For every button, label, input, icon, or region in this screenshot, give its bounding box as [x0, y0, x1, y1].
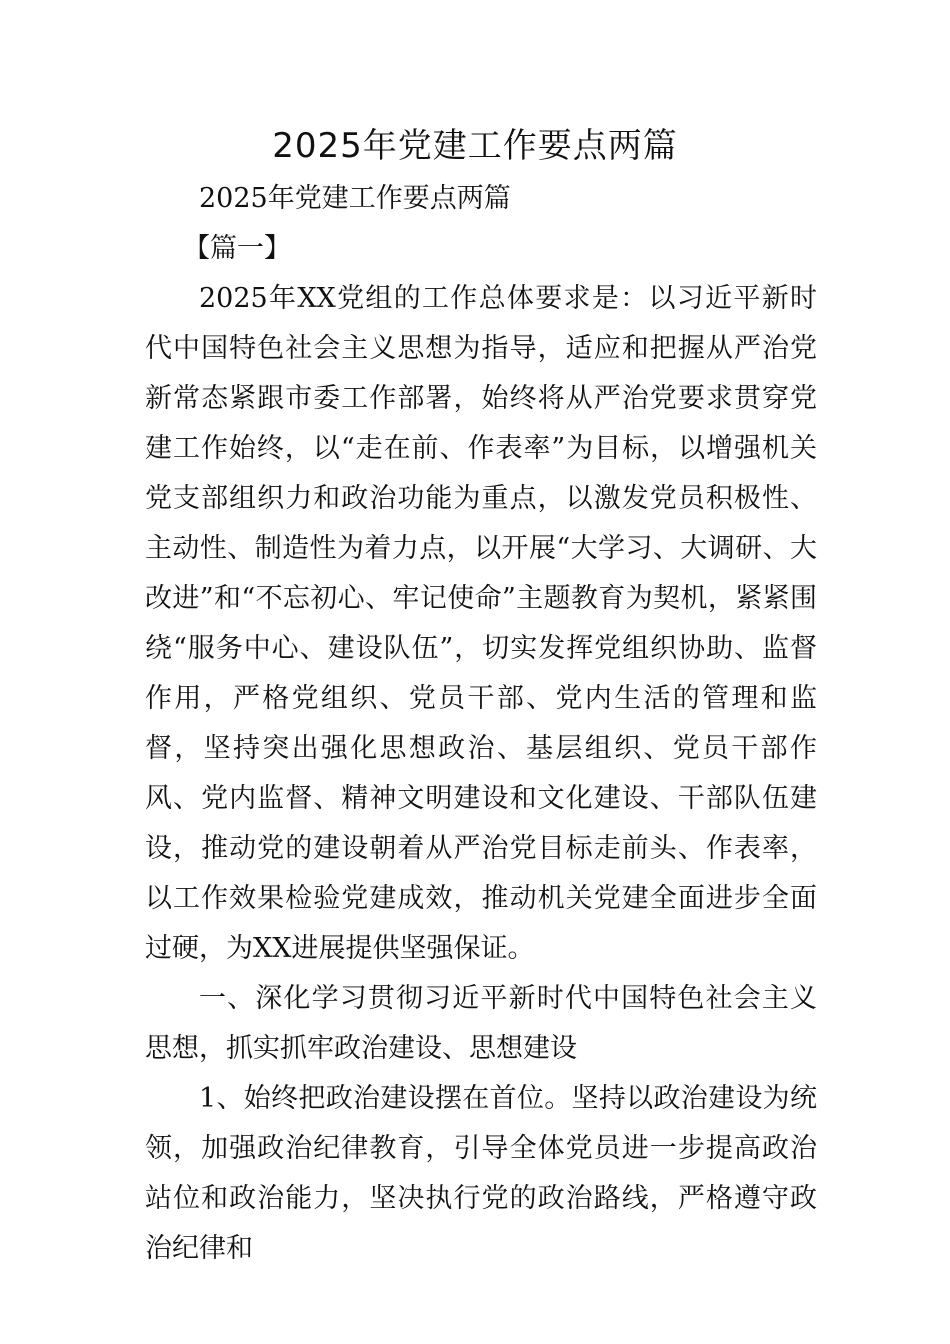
document-title: 2025年党建工作要点两篇 — [272, 126, 678, 166]
paragraph-item-1: 1、始终把政治建设摆在首位。坚持以政治建设为统领，加强政治纪律教育，引导全体党员进一步提高政治站位和政治能力，坚决执行党的政治路线，严格遵守政治纪律和 — [145, 1083, 817, 1264]
section-heading-1: 一、深化学习贯彻习近平新时代中国特色社会主义思想，抓实抓牢政治建设、思想建设 — [145, 983, 817, 1064]
document-subtitle: 2025年党建工作要点两篇 — [199, 183, 511, 214]
section-label: 【篇一】 — [183, 233, 291, 264]
paragraph-intro: 2025年XX党组的工作总体要求是：以习近平新时代中国特色社会主义思想为指导，适应和把握从严治党新常态紧跟市委工作部署，始终将从严治党要求贯穿党建工作始终，以“走在前、作表率”为目标，以增强机关党支部组织力和政治功能为重点，以激发党员积极性、主动性、制造性为着力点，以开展“大学习、大调研、大改进”和“不忘初心、牢记使命”主题教育为契机，紧紧围绕“服务中心、建设队伍”，切实发挥党组织协助、监督作用，严格党组织、党员干部、党内生活的管理和监督，坚持突出强化思想政治、基层组织、党员干部作风、党内监督、精神文明建设和文化建设、干部队伍建设，推动党的建设朝着从严治党目标走前头、作表率，以工作效果检验党建成效，推动机关党建全面进步全面过硬，为XX进展提供坚强保证。 — [145, 283, 817, 964]
document-body — [145, 174, 817, 1274]
